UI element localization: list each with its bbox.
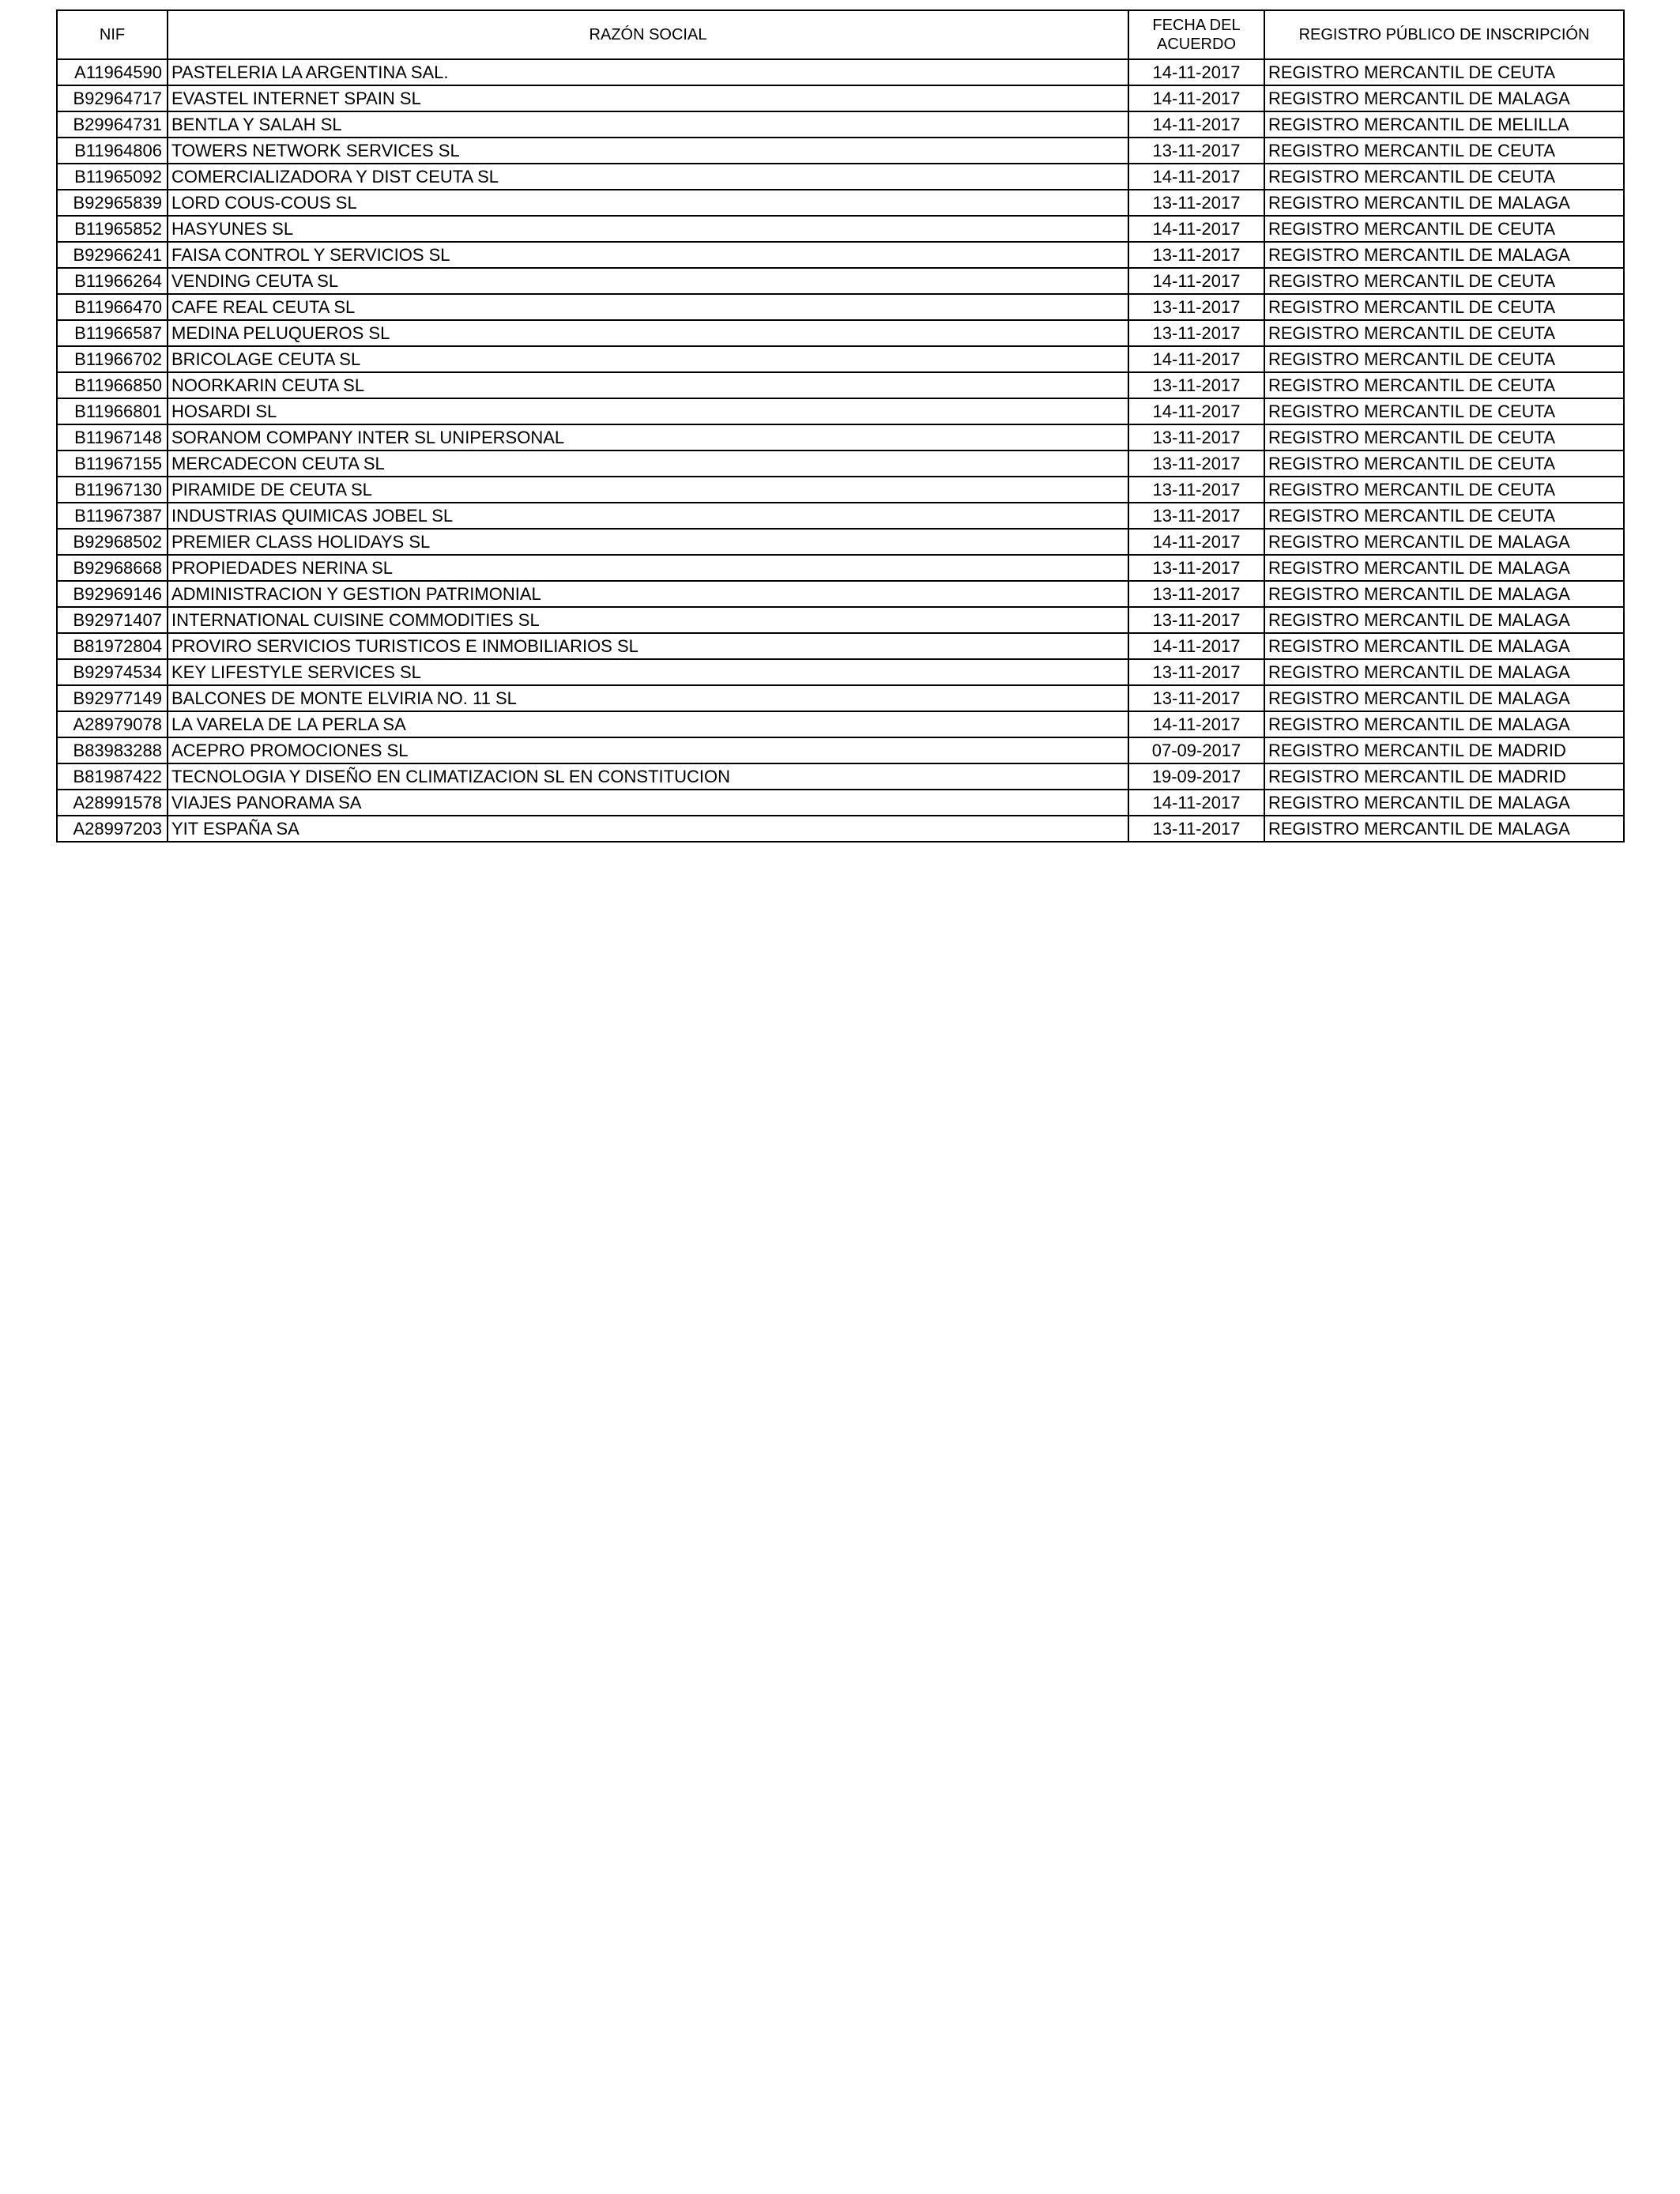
cell-nif: B11966587 xyxy=(57,320,168,346)
cell-nif: B92977149 xyxy=(57,685,168,711)
cell-registro: REGISTRO MERCANTIL DE MADRID xyxy=(1264,737,1624,763)
cell-fecha-acuerdo: 13-11-2017 xyxy=(1128,503,1264,529)
table-row xyxy=(57,607,1624,633)
table-row xyxy=(57,816,1624,842)
cell-nif: B11966702 xyxy=(57,346,168,372)
cell-razon-social: NOORKARIN CEUTA SL xyxy=(168,372,1128,398)
cell-registro: REGISTRO MERCANTIL DE MALAGA xyxy=(1264,816,1624,842)
table-row xyxy=(57,424,1624,450)
cell-fecha-acuerdo: 13-11-2017 xyxy=(1128,450,1264,477)
cell-fecha-acuerdo: 13-11-2017 xyxy=(1128,294,1264,320)
header-fecha-acuerdo xyxy=(1128,10,1264,59)
cell-nif: B92964717 xyxy=(57,85,168,111)
cell-registro: REGISTRO MERCANTIL DE MALAGA xyxy=(1264,790,1624,816)
cell-razon-social: LORD COUS-COUS SL xyxy=(168,190,1128,216)
cell-nif: B92974534 xyxy=(57,659,168,685)
cell-razon-social: INDUSTRIAS QUIMICAS JOBEL SL xyxy=(168,503,1128,529)
cell-fecha-acuerdo: 19-09-2017 xyxy=(1128,763,1264,790)
cell-fecha-acuerdo: 14-11-2017 xyxy=(1128,111,1264,138)
table-row xyxy=(57,85,1624,111)
cell-nif: A11964590 xyxy=(57,59,168,85)
table-row xyxy=(57,659,1624,685)
cell-fecha-acuerdo: 14-11-2017 xyxy=(1128,59,1264,85)
table-row xyxy=(57,111,1624,138)
cell-fecha-acuerdo: 13-11-2017 xyxy=(1128,190,1264,216)
cell-registro: REGISTRO MERCANTIL DE MALAGA xyxy=(1264,85,1624,111)
cell-registro: REGISTRO MERCANTIL DE MALAGA xyxy=(1264,685,1624,711)
table-body xyxy=(57,59,1624,842)
cell-razon-social: EVASTEL INTERNET SPAIN SL xyxy=(168,85,1128,111)
table-row xyxy=(57,763,1624,790)
cell-fecha-acuerdo: 13-11-2017 xyxy=(1128,138,1264,164)
table-row xyxy=(57,346,1624,372)
table-row xyxy=(57,685,1624,711)
cell-razon-social: LA VARELA DE LA PERLA SA xyxy=(168,711,1128,737)
table-row xyxy=(57,633,1624,659)
header-razon-social: RAZÓN SOCIAL xyxy=(168,10,1128,59)
cell-fecha-acuerdo: 13-11-2017 xyxy=(1128,555,1264,581)
cell-registro: REGISTRO MERCANTIL DE MALAGA xyxy=(1264,242,1624,268)
cell-razon-social: MEDINA PELUQUEROS SL xyxy=(168,320,1128,346)
table-row xyxy=(57,737,1624,763)
cell-nif: B92968502 xyxy=(57,529,168,555)
cell-nif: B92968668 xyxy=(57,555,168,581)
cell-registro: REGISTRO MERCANTIL DE CEUTA xyxy=(1264,372,1624,398)
cell-razon-social: FAISA CONTROL Y SERVICIOS SL xyxy=(168,242,1128,268)
cell-fecha-acuerdo: 13-11-2017 xyxy=(1128,816,1264,842)
cell-razon-social: INTERNATIONAL CUISINE COMMODITIES SL xyxy=(168,607,1128,633)
cell-fecha-acuerdo: 13-11-2017 xyxy=(1128,685,1264,711)
cell-registro: REGISTRO MERCANTIL DE MALAGA xyxy=(1264,555,1624,581)
table-row xyxy=(57,477,1624,503)
cell-nif: B11965092 xyxy=(57,164,168,190)
cell-nif: B81972804 xyxy=(57,633,168,659)
cell-registro: REGISTRO MERCANTIL DE CEUTA xyxy=(1264,59,1624,85)
cell-razon-social: KEY LIFESTYLE SERVICES SL xyxy=(168,659,1128,685)
cell-fecha-acuerdo: 13-11-2017 xyxy=(1128,372,1264,398)
cell-nif: B81987422 xyxy=(57,763,168,790)
cell-registro: REGISTRO MERCANTIL DE CEUTA xyxy=(1264,477,1624,503)
cell-registro: REGISTRO MERCANTIL DE MALAGA xyxy=(1264,633,1624,659)
cell-registro: REGISTRO MERCANTIL DE CEUTA xyxy=(1264,294,1624,320)
table-row xyxy=(57,790,1624,816)
cell-registro: REGISTRO MERCANTIL DE MALAGA xyxy=(1264,190,1624,216)
cell-fecha-acuerdo: 13-11-2017 xyxy=(1128,659,1264,685)
cell-nif: B92966241 xyxy=(57,242,168,268)
table-row xyxy=(57,711,1624,737)
cell-nif: B11967387 xyxy=(57,503,168,529)
cell-razon-social: PASTELERIA LA ARGENTINA SAL. xyxy=(168,59,1128,85)
cell-fecha-acuerdo: 14-11-2017 xyxy=(1128,398,1264,424)
cell-nif: B11967148 xyxy=(57,424,168,450)
cell-nif: B11964806 xyxy=(57,138,168,164)
cell-fecha-acuerdo: 13-11-2017 xyxy=(1128,581,1264,607)
table-row xyxy=(57,164,1624,190)
cell-razon-social: PREMIER CLASS HOLIDAYS SL xyxy=(168,529,1128,555)
registry-table xyxy=(56,9,1625,843)
table-row xyxy=(57,216,1624,242)
cell-nif: A28997203 xyxy=(57,816,168,842)
header-nif: NIF xyxy=(57,10,168,59)
cell-nif: B29964731 xyxy=(57,111,168,138)
table-row xyxy=(57,450,1624,477)
cell-registro: REGISTRO MERCANTIL DE CEUTA xyxy=(1264,216,1624,242)
cell-razon-social: CAFE REAL CEUTA SL xyxy=(168,294,1128,320)
cell-razon-social: BRICOLAGE CEUTA SL xyxy=(168,346,1128,372)
cell-razon-social: VIAJES PANORAMA SA xyxy=(168,790,1128,816)
cell-razon-social: ADMINISTRACION Y GESTION PATRIMONIAL xyxy=(168,581,1128,607)
cell-nif: B11967130 xyxy=(57,477,168,503)
cell-razon-social: TECNOLOGIA Y DISEÑO EN CLIMATIZACION SL EN CONSTITUCION xyxy=(168,763,1128,790)
cell-razon-social: ACEPRO PROMOCIONES SL xyxy=(168,737,1128,763)
cell-razon-social: BALCONES DE MONTE ELVIRIA NO. 11 SL xyxy=(168,685,1128,711)
cell-razon-social: COMERCIALIZADORA Y DIST CEUTA SL xyxy=(168,164,1128,190)
cell-registro: REGISTRO MERCANTIL DE CEUTA xyxy=(1264,450,1624,477)
cell-fecha-acuerdo: 14-11-2017 xyxy=(1128,85,1264,111)
cell-razon-social: PROPIEDADES NERINA SL xyxy=(168,555,1128,581)
table-row xyxy=(57,242,1624,268)
cell-fecha-acuerdo: 13-11-2017 xyxy=(1128,477,1264,503)
table-row xyxy=(57,190,1624,216)
cell-razon-social: VENDING CEUTA SL xyxy=(168,268,1128,294)
cell-razon-social: PIRAMIDE DE CEUTA SL xyxy=(168,477,1128,503)
table-row xyxy=(57,268,1624,294)
cell-nif: B92965839 xyxy=(57,190,168,216)
cell-registro: REGISTRO MERCANTIL DE CEUTA xyxy=(1264,320,1624,346)
cell-razon-social: YIT ESPAÑA SA xyxy=(168,816,1128,842)
cell-registro: REGISTRO MERCANTIL DE CEUTA xyxy=(1264,398,1624,424)
cell-registro: REGISTRO MERCANTIL DE MALAGA xyxy=(1264,607,1624,633)
cell-fecha-acuerdo: 14-11-2017 xyxy=(1128,346,1264,372)
cell-nif: B11965852 xyxy=(57,216,168,242)
cell-registro: REGISTRO MERCANTIL DE CEUTA xyxy=(1264,346,1624,372)
cell-fecha-acuerdo: 14-11-2017 xyxy=(1128,633,1264,659)
cell-razon-social: HASYUNES SL xyxy=(168,216,1128,242)
cell-nif: B92969146 xyxy=(57,581,168,607)
cell-fecha-acuerdo: 14-11-2017 xyxy=(1128,268,1264,294)
cell-registro: REGISTRO MERCANTIL DE CEUTA xyxy=(1264,503,1624,529)
cell-fecha-acuerdo: 13-11-2017 xyxy=(1128,320,1264,346)
cell-registro: REGISTRO MERCANTIL DE MELILLA xyxy=(1264,111,1624,138)
cell-razon-social: PROVIRO SERVICIOS TURISTICOS E INMOBILIARIOS SL xyxy=(168,633,1128,659)
cell-registro: REGISTRO MERCANTIL DE MADRID xyxy=(1264,763,1624,790)
cell-razon-social: SORANOM COMPANY INTER SL UNIPERSONAL xyxy=(168,424,1128,450)
table-row xyxy=(57,555,1624,581)
table-row xyxy=(57,372,1624,398)
cell-registro: REGISTRO MERCANTIL DE MALAGA xyxy=(1264,711,1624,737)
cell-registro: REGISTRO MERCANTIL DE CEUTA xyxy=(1264,424,1624,450)
table-row xyxy=(57,503,1624,529)
cell-razon-social: BENTLA Y SALAH SL xyxy=(168,111,1128,138)
cell-fecha-acuerdo: 13-11-2017 xyxy=(1128,242,1264,268)
cell-nif: B11966264 xyxy=(57,268,168,294)
cell-fecha-acuerdo: 13-11-2017 xyxy=(1128,424,1264,450)
cell-nif: B92971407 xyxy=(57,607,168,633)
header-row xyxy=(57,10,1624,59)
table-row xyxy=(57,581,1624,607)
cell-razon-social: TOWERS NETWORK SERVICES SL xyxy=(168,138,1128,164)
table-row xyxy=(57,294,1624,320)
table-row xyxy=(57,138,1624,164)
table-row xyxy=(57,529,1624,555)
cell-registro: REGISTRO MERCANTIL DE CEUTA xyxy=(1264,138,1624,164)
cell-registro: REGISTRO MERCANTIL DE CEUTA xyxy=(1264,164,1624,190)
cell-razon-social: HOSARDI SL xyxy=(168,398,1128,424)
cell-nif: B83983288 xyxy=(57,737,168,763)
cell-fecha-acuerdo: 14-11-2017 xyxy=(1128,216,1264,242)
table-row xyxy=(57,398,1624,424)
cell-fecha-acuerdo: 14-11-2017 xyxy=(1128,164,1264,190)
cell-registro: REGISTRO MERCANTIL DE CEUTA xyxy=(1264,268,1624,294)
cell-fecha-acuerdo: 13-11-2017 xyxy=(1128,607,1264,633)
cell-fecha-acuerdo: 14-11-2017 xyxy=(1128,711,1264,737)
table-row xyxy=(57,59,1624,85)
cell-registro: REGISTRO MERCANTIL DE MALAGA xyxy=(1264,659,1624,685)
cell-fecha-acuerdo: 14-11-2017 xyxy=(1128,529,1264,555)
cell-razon-social: MERCADECON CEUTA SL xyxy=(168,450,1128,477)
header-fecha-line2: ACUERDO xyxy=(1156,36,1236,53)
cell-registro: REGISTRO MERCANTIL DE MALAGA xyxy=(1264,581,1624,607)
cell-fecha-acuerdo: 07-09-2017 xyxy=(1128,737,1264,763)
table-row xyxy=(57,320,1624,346)
table-header xyxy=(57,10,1624,59)
cell-nif: B11966801 xyxy=(57,398,168,424)
header-fecha-line1: FECHA DEL xyxy=(1152,17,1241,34)
cell-nif: B11966470 xyxy=(57,294,168,320)
cell-fecha-acuerdo: 14-11-2017 xyxy=(1128,790,1264,816)
cell-nif: B11967155 xyxy=(57,450,168,477)
cell-registro: REGISTRO MERCANTIL DE MALAGA xyxy=(1264,529,1624,555)
header-registro: REGISTRO PÚBLICO DE INSCRIPCIÓN xyxy=(1264,10,1624,59)
cell-nif: A28979078 xyxy=(57,711,168,737)
cell-nif: A28991578 xyxy=(57,790,168,816)
cell-nif: B11966850 xyxy=(57,372,168,398)
